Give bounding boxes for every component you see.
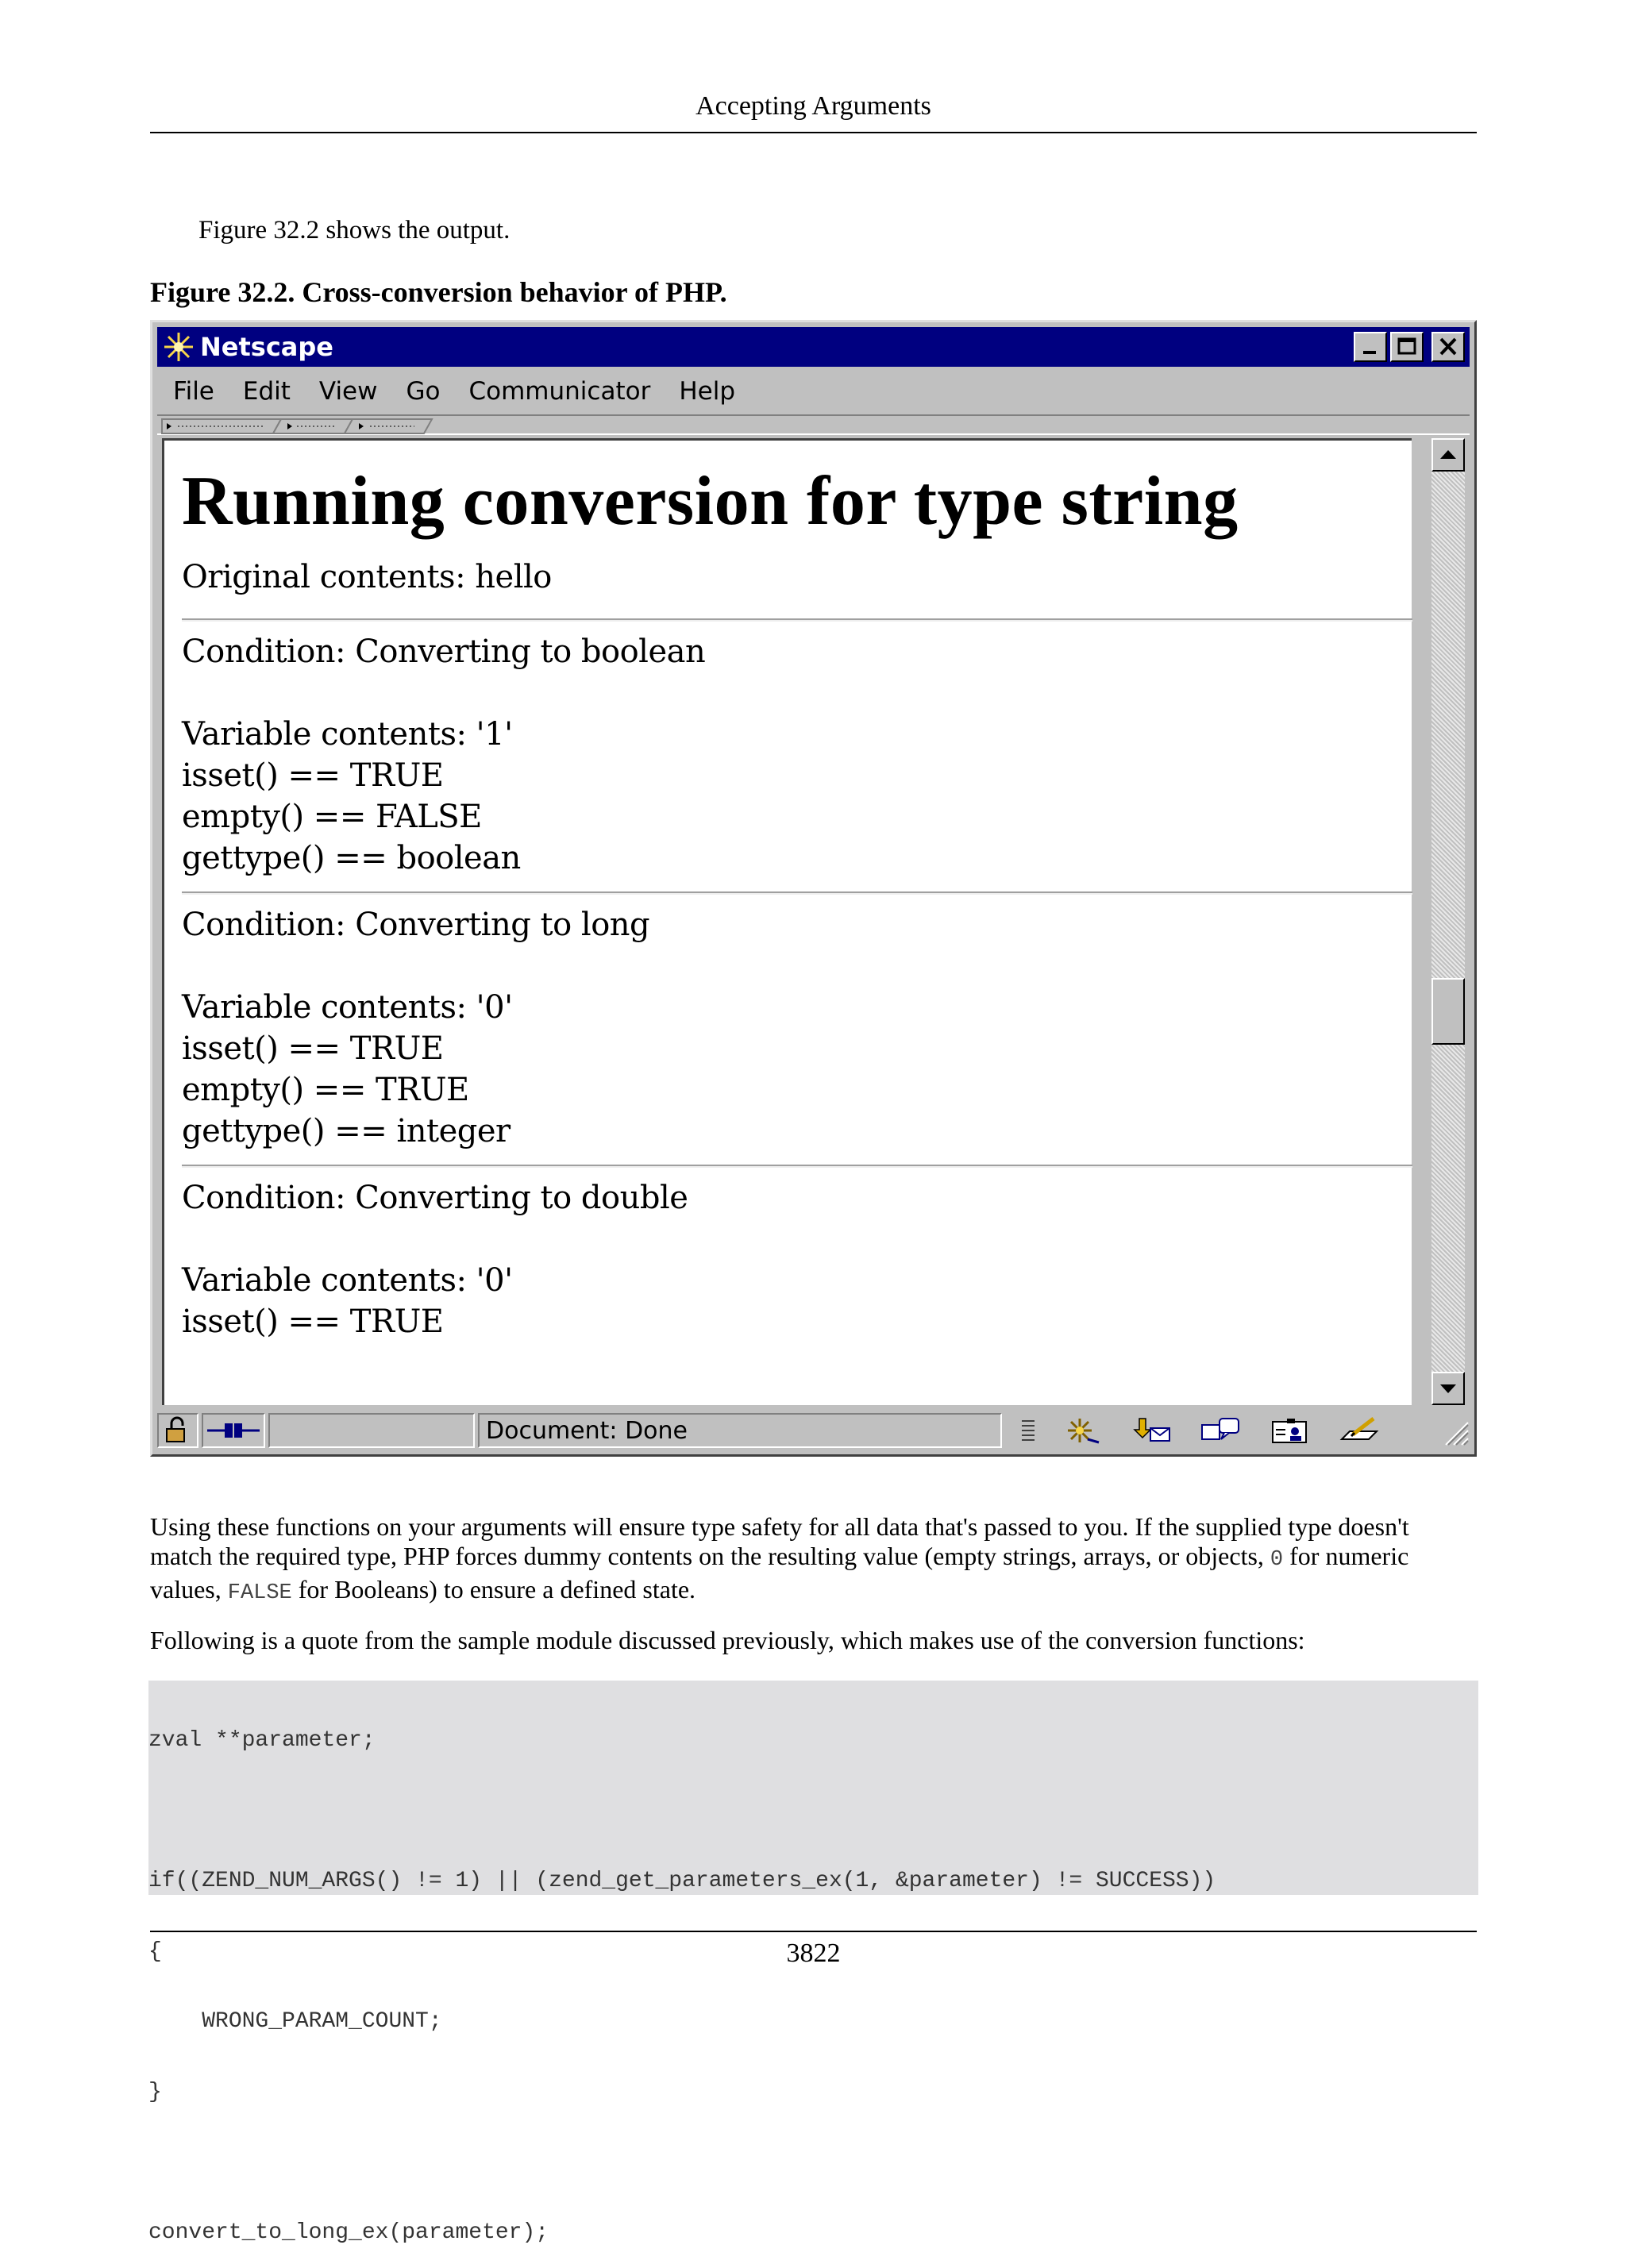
intro-text: Figure 32.2 shows the output. [198, 216, 511, 245]
grip-icon [1019, 1416, 1038, 1445]
arrow-up-icon [1433, 440, 1463, 470]
scroll-thumb[interactable] [1431, 978, 1465, 1045]
netscape-window [150, 320, 1477, 1457]
gettype-result: gettype() == integer [182, 1113, 511, 1149]
address-book-icon[interactable] [1270, 1415, 1311, 1446]
plug-icon [206, 1419, 261, 1442]
status-text-cell [478, 1413, 1002, 1448]
inline-code: 0 [1270, 1548, 1284, 1572]
code-line: WRONG_PARAM_COUNT; [148, 2009, 442, 2034]
code-line: { [148, 1939, 162, 1964]
paragraph-quote-intro: Following is a quote from the sample module discussed previously, which makes use of the conversion functions: [150, 1626, 1305, 1654]
padlock-icon [162, 1416, 194, 1445]
scroll-up-button[interactable] [1431, 438, 1465, 472]
variable-contents: Variable contents: '0' [182, 989, 513, 1026]
page-number: 3822 [786, 1939, 841, 1968]
paragraph-type-safety [150, 1512, 1477, 1608]
code-line: zval **parameter; [148, 1728, 376, 1753]
menu-help[interactable]: Help [679, 377, 736, 406]
collapsed-toolbars[interactable] [157, 414, 1470, 435]
composer-icon[interactable] [1337, 1415, 1381, 1446]
security-lock-button[interactable] [157, 1413, 198, 1448]
vertical-scrollbar[interactable] [1431, 438, 1465, 1405]
menu-view[interactable]: View [318, 377, 378, 406]
menu-file[interactable]: File [173, 377, 214, 406]
maximize-button[interactable] [1390, 332, 1424, 362]
inline-code: FALSE [227, 1581, 292, 1605]
empty-result: empty() == TRUE [182, 1072, 469, 1108]
code-line [148, 1800, 1478, 1823]
code-line: } [148, 2079, 162, 2104]
paragraph-text: for Booleans) to ensure a defined state. [291, 1575, 696, 1604]
isset-result: isset() == TRUE [182, 1303, 444, 1340]
maximize-icon [1392, 333, 1422, 360]
isset-result: isset() == TRUE [182, 1030, 444, 1067]
empty-result: empty() == FALSE [182, 799, 482, 835]
minimize-icon [1355, 333, 1385, 360]
minimize-button[interactable] [1354, 332, 1387, 362]
connection-status[interactable] [202, 1413, 265, 1448]
window-title: Netscape [200, 332, 333, 362]
progress-meter [268, 1413, 475, 1448]
close-button[interactable] [1431, 332, 1465, 362]
menu-bar [157, 370, 1470, 413]
menu-communicator[interactable]: Communicator [468, 377, 651, 406]
figure-caption: Figure 32.2. Cross-conversion behavior of PHP. [150, 276, 727, 308]
paragraph-text: for numeric values, [150, 1542, 1409, 1604]
status-bar [157, 1411, 1470, 1450]
page-content [182, 458, 1397, 1342]
page-heading: Running conversion for type string [182, 463, 1239, 540]
isset-result: isset() == TRUE [182, 757, 444, 794]
page-footer [150, 1931, 1477, 1975]
gettype-result: gettype() == boolean [182, 840, 521, 876]
page-header [150, 89, 1477, 133]
scroll-down-button[interactable] [1431, 1372, 1465, 1405]
code-line: convert_to_long_ex(parameter); [148, 2220, 549, 2245]
original-contents: Original contents: hello [182, 559, 552, 595]
resize-grip[interactable] [1438, 1415, 1470, 1446]
variable-contents: Variable contents: '1' [182, 716, 513, 753]
variable-contents: Variable contents: '0' [182, 1262, 513, 1299]
code-line: if((ZEND_NUM_ARGS() != 1) || (zend_get_parameters_ex(1, &parameter) != SUCCESS)) [148, 1869, 1216, 1893]
browser-viewport[interactable] [162, 438, 1412, 1405]
condition-text: Condition: Converting to double [182, 1180, 688, 1216]
paragraph-text: Using these functions on your arguments will ensure type safety for all data that's passed to you. If the supplied type doesn't match the required type, PHP forces dummy contents on the resulting value (empty strings, arrays, or objects, [150, 1512, 1409, 1570]
status-text: Document: Done [486, 1416, 688, 1445]
menu-edit[interactable]: Edit [242, 377, 291, 406]
close-icon [1433, 333, 1463, 360]
code-line [148, 2151, 1478, 2174]
condition-text: Condition: Converting to long [182, 907, 650, 943]
menu-go[interactable]: Go [406, 377, 441, 406]
page-header-title: Accepting Arguments [695, 91, 931, 121]
navigator-icon[interactable] [1064, 1415, 1102, 1446]
resize-grip-icon [1438, 1415, 1470, 1446]
component-bar [1005, 1413, 1394, 1448]
toolbar-grip-icon [162, 418, 448, 435]
condition-text: Condition: Converting to boolean [182, 633, 706, 670]
arrow-down-icon [1433, 1373, 1463, 1404]
mail-icon[interactable] [1128, 1415, 1173, 1446]
discussion-icon[interactable] [1199, 1415, 1243, 1446]
window-titlebar[interactable] [157, 327, 1470, 367]
netscape-app-icon [162, 330, 195, 364]
